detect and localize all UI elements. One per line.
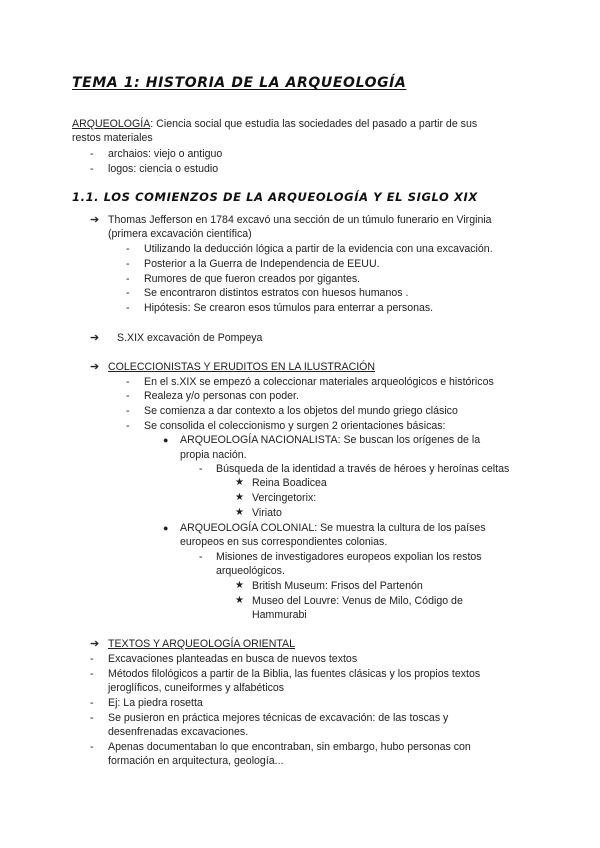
list-item: Se encontraron distintos estratos con huesos humanos .	[144, 287, 409, 299]
arrow-icon: ➔	[90, 638, 100, 650]
list-item: archaios: viejo o antiguo	[108, 148, 223, 160]
star-item: Reina Boadicea	[252, 477, 327, 489]
star-item: Viriato	[252, 507, 282, 519]
list-item: Se consolida el coleccionismo y surgen 2 orientaciones básicas:	[144, 420, 446, 432]
star-icon: ★	[235, 580, 244, 591]
list-item-line-2: desenfrenadas excavaciones.	[108, 726, 249, 738]
bullet-icon: ●	[163, 435, 169, 445]
jefferson-line-1: Thomas Jefferson en 1784 excavó una sección de un túmulo funerario en Virginia	[108, 214, 492, 226]
star-item-line-1: Museo del Louvre: Venus de Milo, Código de	[252, 595, 463, 607]
dash-marker: -	[126, 390, 130, 402]
dash-marker: -	[199, 463, 203, 475]
star-item: Vercingetorix:	[252, 492, 317, 504]
list-item: Se comienza a dar contexto a los objetos del mundo griego clásico	[144, 405, 458, 417]
colonial-sub-line-1: Misiones de investigadores europeos expolian los restos	[216, 551, 482, 563]
list-item: Excavaciones planteadas en busca de nuevos textos	[108, 653, 358, 665]
list-item: Utilizando la deducción lógica a partir de la evidencia con una excavación.	[144, 243, 493, 255]
list-item-line-1: Apenas documentaban lo que encontraban, sin embargo, hubo personas con	[108, 741, 471, 753]
dash-marker: -	[90, 668, 94, 680]
dash-marker: -	[90, 163, 94, 175]
dash-marker: -	[90, 697, 94, 709]
dash-marker: -	[126, 405, 130, 417]
list-item-line-2: jeroglíficos, cuneiformes y alfabéticos	[108, 682, 285, 694]
nacionalista-sub: Búsqueda de la identidad a través de héroes y heroínas celtas	[216, 463, 510, 475]
list-item-line-1: Se pusieron en práctica mejores técnicas de excavación: de las toscas y	[108, 712, 449, 724]
definition-line	[72, 117, 477, 131]
dash-marker: -	[90, 741, 94, 753]
dash-marker: -	[126, 287, 130, 299]
dash-marker: -	[199, 551, 203, 563]
dash-marker: -	[126, 420, 130, 432]
definition-term: ARQUEOLOGÍA	[72, 118, 151, 130]
star-icon: ★	[235, 477, 244, 488]
section-heading: 1.1. LOS COMIENZOS DE LA ARQUEOLOGÍA Y EL SIGLO XIX	[72, 190, 478, 204]
pompeya-line: S.XIX excavación de Pompeya	[117, 332, 263, 344]
arrow-icon: ➔	[90, 361, 100, 373]
dash-marker: -	[126, 273, 130, 285]
dash-marker: -	[126, 376, 130, 388]
colonial-line-2: europeos en sus correspondientes colonias.	[180, 536, 388, 548]
dash-marker: -	[90, 653, 94, 665]
bullet-icon: ●	[163, 523, 169, 533]
arrow-icon: ➔	[90, 332, 100, 344]
list-item: Rumores de que fueron creados por gigantes.	[144, 273, 361, 285]
star-item-line-2: Hammurabi	[252, 609, 307, 621]
star-icon: ★	[235, 595, 244, 606]
list-item: Hipótesis: Se crearon esos túmulos para enterrar a personas.	[144, 302, 434, 314]
dash-marker: -	[126, 243, 130, 255]
arrow-icon: ➔	[90, 214, 100, 226]
list-item-line-1: Métodos filológicos a partir de la Biblia, las fuentes clásicas y los propios textos	[108, 668, 481, 680]
dash-marker: -	[126, 258, 130, 270]
definition-line-2: restos materiales	[72, 132, 153, 144]
list-item: En el s.XIX se empezó a coleccionar materiales arqueológicos e históricos	[144, 376, 494, 388]
nacionalista-line-1: ARQUEOLOGÍA NACIONALISTA: Se buscan los orígenes de la	[180, 434, 481, 446]
dash-marker: -	[90, 712, 94, 724]
colonial-sub-line-2: arqueológicos.	[216, 565, 285, 577]
dash-marker: -	[126, 302, 130, 314]
subsection-heading: COLECCIONISTAS Y ERUDITOS EN LA ILUSTRACIÓN	[108, 361, 376, 373]
nacionalista-line-2: propia nación.	[180, 449, 247, 461]
colonial-line-1: ARQUEOLOGÍA COLONIAL: Se muestra la cultura de los países	[180, 522, 486, 534]
list-item: Realeza y/o personas con poder.	[144, 390, 299, 402]
jefferson-line-2: (primera excavación científica)	[108, 228, 252, 240]
page-title: TEMA 1: HISTORIA DE LA ARQUEOLOGÍA	[72, 75, 407, 91]
list-item: Ej: La piedra rosetta	[108, 697, 203, 709]
definition-text: : Ciencia social que estudia las sociedades del pasado a partir de sus	[150, 118, 478, 130]
list-item: Posterior a la Guerra de Independencia de EEUU.	[144, 258, 380, 270]
subsection-heading: TEXTOS Y ARQUEOLOGÍA ORIENTAL	[108, 638, 296, 650]
star-item: British Museum: Frisos del Partenón	[252, 580, 423, 592]
list-item: logos: ciencia o estudio	[108, 163, 219, 175]
dash-marker: -	[90, 148, 94, 160]
star-icon: ★	[235, 507, 244, 518]
star-icon: ★	[235, 492, 244, 503]
list-item-line-2: formación en arquitectura, geología...	[108, 755, 284, 767]
